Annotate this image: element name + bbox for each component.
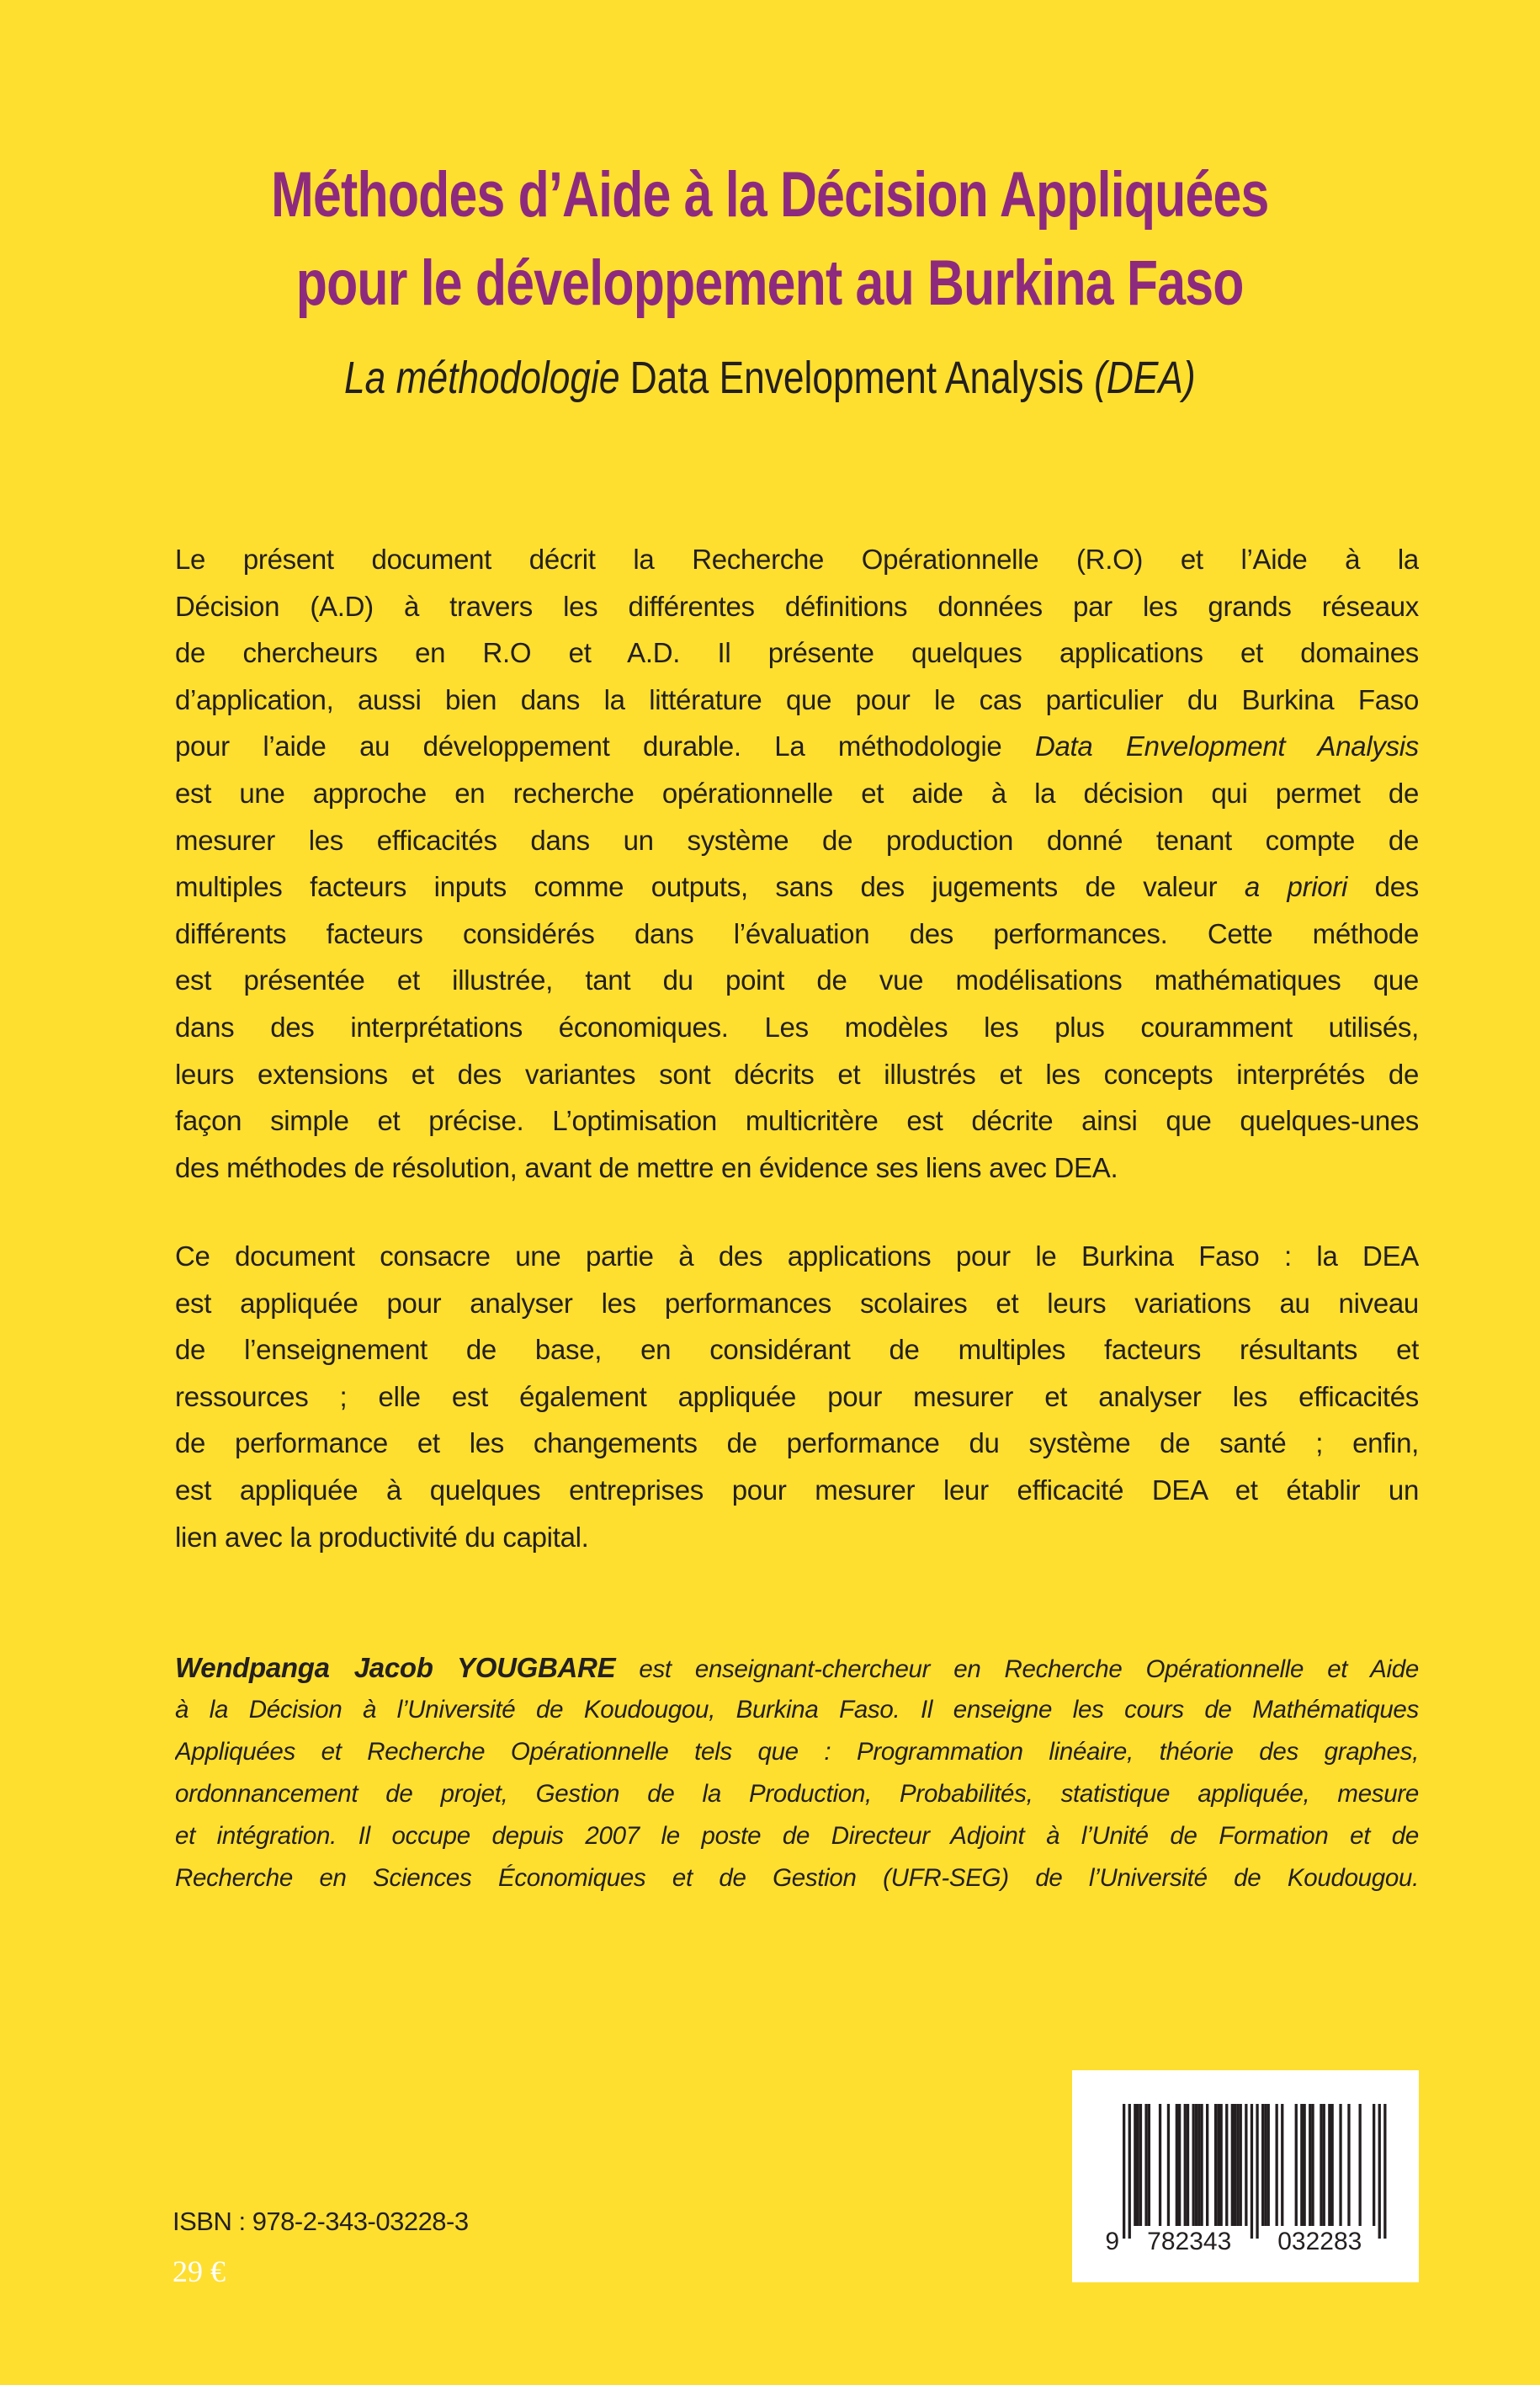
barcode-bar bbox=[1323, 2104, 1325, 2226]
barcode-icon bbox=[1072, 2070, 1419, 2282]
barcode-bar bbox=[1123, 2104, 1125, 2239]
barcode-bar bbox=[1197, 2104, 1200, 2226]
barcode-bar bbox=[1245, 2104, 1247, 2226]
barcode-bar bbox=[1373, 2104, 1375, 2226]
barcode-bar bbox=[1267, 2104, 1270, 2226]
subtitle-italic-prefix: La méthodologie bbox=[344, 353, 620, 403]
barcode-bar bbox=[1331, 2104, 1334, 2226]
barcode-bar bbox=[1192, 2104, 1195, 2226]
barcode-bar bbox=[1128, 2104, 1131, 2239]
barcode-bar bbox=[1176, 2104, 1178, 2226]
barcode-bar bbox=[1300, 2104, 1303, 2226]
text-line: Décision (A.D) à travers les différentes définitions données par les grands réseaux bbox=[175, 590, 1419, 622]
subtitle-italic-suffix: (DEA) bbox=[1094, 353, 1196, 403]
barcode-digits: 782343 bbox=[1147, 2228, 1232, 2255]
author-bio-line bbox=[175, 1647, 1419, 1689]
price-label: 29 € bbox=[173, 2255, 226, 2288]
barcode-bar bbox=[1295, 2104, 1298, 2226]
barcode-digits: 032283 bbox=[1277, 2228, 1362, 2255]
barcode-bar bbox=[1240, 2104, 1242, 2226]
text-line: lien avec la productivité du capital. bbox=[175, 1521, 589, 1553]
text-line: est présentée et illustrée, tant du point de vue modélisations mathématiques que bbox=[175, 964, 1419, 996]
text-line: est appliquée à quelques entreprises pour mesurer leur efficacité DEA et établir un bbox=[175, 1474, 1419, 1506]
author-bio-line: à la Décision à l’Université de Koudougou, Burkina Faso. Il enseigne les cours de Mathématiques bbox=[175, 1696, 1419, 1724]
barcode-bar bbox=[1378, 2104, 1381, 2239]
barcode-bar bbox=[1134, 2104, 1136, 2226]
text-line: différents facteurs considérés dans l’évaluation des performances. Cette méthode bbox=[175, 917, 1419, 949]
book-title-line-1 bbox=[0, 158, 1540, 231]
barcode-bar bbox=[1159, 2104, 1161, 2226]
barcode-bar bbox=[1184, 2104, 1187, 2226]
barcode-bar bbox=[1347, 2104, 1350, 2226]
author-bio-line: Appliquées et Recherche Opérationnelle tels que : Programmation linéaire, théorie des graphes, bbox=[175, 1738, 1419, 1766]
barcode-bar bbox=[1236, 2104, 1239, 2226]
text-line: Le présent document décrit la Recherche Opérationnelle (R.O) et l’Aide à la bbox=[175, 544, 1419, 575]
subtitle-text bbox=[344, 352, 1196, 404]
author-biography bbox=[175, 1647, 1419, 1899]
barcode-bar bbox=[1328, 2104, 1330, 2226]
barcode-bar bbox=[1304, 2104, 1306, 2226]
text-line: de chercheurs en R.O et A.D. Il présente quelques applications et domaines bbox=[175, 637, 1419, 669]
text-line: est une approche en recherche opérationnelle et aide à la décision qui permet de bbox=[175, 777, 1419, 809]
barcode-bar bbox=[1220, 2104, 1223, 2226]
author-bio-line: ordonnancement de projet, Gestion de la Production, Probabilités, statistique appliquée, mesure bbox=[175, 1780, 1419, 1808]
barcode-bar bbox=[1261, 2104, 1264, 2226]
summary-paragraph-1 bbox=[175, 536, 1419, 1191]
book-subtitle bbox=[0, 352, 1540, 404]
text-line: mesurer les efficacités dans un système de production donné tenant compte de bbox=[175, 824, 1419, 856]
barcode-bar bbox=[1187, 2104, 1189, 2226]
barcode-bar bbox=[1195, 2104, 1197, 2226]
text-line: ressources ; elle est également appliquée pour mesurer et analyser les efficacités bbox=[175, 1380, 1419, 1412]
isbn-barcode bbox=[1072, 2070, 1419, 2282]
author-bio-line: Recherche en Sciences Économiques et de Gestion (UFR-SEG) de l’Université de Koudougou. bbox=[175, 1864, 1419, 1892]
text-line: est appliquée pour analyser les performances scolaires et leurs variations au niveau bbox=[175, 1287, 1419, 1319]
text-line: d’application, aussi bien dans la littérature que pour le cas particulier du Burkina Faso bbox=[175, 683, 1419, 715]
barcode-bar bbox=[1359, 2104, 1362, 2226]
barcode-bar bbox=[1139, 2104, 1142, 2226]
text-line: dans des interprétations économiques. Les modèles les plus couramment utilisés, bbox=[175, 1011, 1419, 1043]
barcode-bar bbox=[1234, 2104, 1236, 2226]
barcode-bar bbox=[1217, 2104, 1219, 2226]
barcode-bar bbox=[1320, 2104, 1322, 2226]
text-line: multiples facteurs inputs comme outputs, sans des jugements de valeur a priori des bbox=[175, 871, 1419, 903]
title-text: pour le développement au Burkina Faso bbox=[296, 247, 1244, 319]
book-title-line-2 bbox=[0, 247, 1540, 320]
text-line: façon simple et précise. L’optimisation multicritère est décrite ainsi que quelques-unes bbox=[175, 1105, 1419, 1137]
text-line: Ce document consacre une partie à des applications pour le Burkina Faso : la DEA bbox=[175, 1240, 1419, 1272]
author-bio-line: et intégration. Il occupe depuis 2007 le poste de Directeur Adjoint à l’Unité de Formation et de bbox=[175, 1822, 1419, 1850]
summary-paragraph-2 bbox=[175, 1233, 1419, 1560]
barcode-bar bbox=[1281, 2104, 1283, 2226]
barcode-bar bbox=[1251, 2104, 1253, 2239]
title-text: Méthodes d’Aide à la Décision Appliquées bbox=[271, 159, 1269, 231]
barcode-bar bbox=[1214, 2104, 1217, 2226]
barcode-bar bbox=[1144, 2104, 1147, 2226]
subtitle-main: Data Envelopment Analysis bbox=[619, 353, 1095, 403]
barcode-bar bbox=[1137, 2104, 1139, 2226]
isbn-label: ISBN : 978-2-343-03228-3 bbox=[173, 2207, 469, 2236]
text-line: pour l’aide au développement durable. La méthodologie Data Envelopment Analysis bbox=[175, 730, 1419, 762]
text-line: de l’enseignement de base, en considérant de multiples facteurs résultants et bbox=[175, 1334, 1419, 1366]
barcode-bar bbox=[1178, 2104, 1181, 2226]
barcode-bar bbox=[1225, 2104, 1228, 2226]
barcode-bar bbox=[1311, 2104, 1314, 2226]
barcode-bar bbox=[1206, 2104, 1208, 2226]
author-name: Wendpanga Jacob YOUGBARE bbox=[175, 1652, 616, 1683]
barcode-bar bbox=[1276, 2104, 1278, 2226]
text-line: leurs extensions et des variantes sont décrits et illustrés et les concepts interprétés de bbox=[175, 1058, 1419, 1090]
barcode-bar bbox=[1200, 2104, 1203, 2226]
text-line: des méthodes de résolution, avant de mettre en évidence ses liens avec DEA. bbox=[175, 1151, 1118, 1183]
author-bio-text: est enseignant-chercheur en Recherche Opérationnelle et Aide bbox=[615, 1655, 1419, 1683]
text-line: de performance et les changements de performance du système de santé ; enfin, bbox=[175, 1427, 1419, 1459]
barcode-bar bbox=[1339, 2104, 1341, 2226]
barcode-bar bbox=[1383, 2104, 1386, 2239]
barcode-bar bbox=[1264, 2104, 1267, 2226]
barcode-digits: 9 bbox=[1105, 2228, 1119, 2255]
barcode-bar bbox=[1231, 2104, 1234, 2226]
barcode-bar bbox=[1148, 2104, 1150, 2226]
barcode-bar bbox=[1256, 2104, 1258, 2239]
barcode-bar bbox=[1167, 2104, 1170, 2226]
barcode-bar bbox=[1309, 2104, 1311, 2226]
